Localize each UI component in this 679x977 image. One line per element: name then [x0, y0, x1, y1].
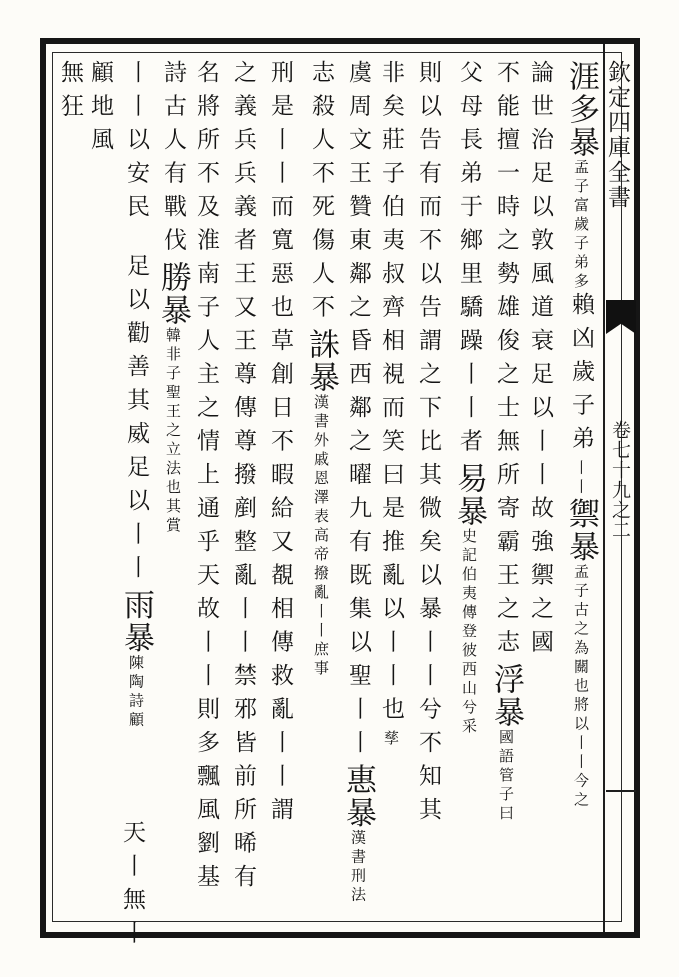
text-column [155, 60, 191, 536]
column-text: 足以勸善其威足以丨丨 [123, 253, 149, 589]
text-column [528, 60, 551, 663]
column-text: 其微矣以暴丨丨兮不知其 [415, 462, 441, 831]
column-text: 父母長弟于鄉里驕躁丨丨者 [456, 60, 482, 462]
spine-volume: 卷七十九之二 [609, 420, 631, 540]
column-text: 詩古人有戰伐 [160, 60, 186, 261]
text-column [416, 60, 439, 831]
text-column [340, 60, 376, 906]
headword: 易暴 [451, 462, 487, 528]
column-text: 天丨無丨 [119, 820, 145, 954]
annotation: 史記伯夷傳登彼西山兮采 [460, 528, 478, 737]
annotation: 國語管子曰 [497, 729, 515, 824]
text-column [194, 60, 217, 898]
column-text: 之義兵兵義者王又王尊傳尊撥剷整亂丨丨禁邪皆前所晞有 [230, 60, 256, 898]
headword: 涯 [563, 60, 599, 93]
column-text: 論世治足以敦風道衰足以丨丨故強禦之國 [527, 60, 553, 663]
text-column [379, 60, 402, 749]
column-text: 丨丨以安民 [123, 60, 149, 228]
headword: 多暴 [563, 93, 599, 159]
headword: 誅暴 [303, 328, 339, 394]
annotation: 陳陶詩顧 [127, 654, 145, 731]
column-text: 賴凶歲子弟 [568, 292, 594, 460]
text-column [120, 820, 143, 954]
column-text: 虞周文王贊東鄰之昏西鄰之曜九有既集以聖丨丨 [345, 60, 371, 764]
annotation: 漢書刑法 [349, 829, 367, 906]
headword: 禦暴 [563, 497, 599, 564]
annotation: 韓非子聖王之立法也其賞 [164, 327, 182, 536]
column-text: 顧地風 [87, 60, 113, 161]
text-column [268, 60, 291, 831]
annotation: 孟子富歲子弟多 [572, 159, 590, 292]
headword: 浮暴 [488, 663, 524, 729]
text-column [58, 60, 81, 127]
headword: 雨暴 [118, 588, 154, 655]
text-column [88, 60, 111, 161]
column-text: 非矣莊子伯夷叔齊相視而笑曰是推亂以丨丨也 [378, 60, 404, 730]
annotation: 孳 [382, 730, 400, 749]
column-text: 名將所不及淮南子人主之情上通乎天故丨丨則多飄風劉基 [193, 60, 219, 898]
text-column [231, 60, 254, 898]
annotation: 漢書外戚恩澤表高帝撥亂丨丨庶事 [312, 394, 330, 679]
column-text: 則以告有而不以告謂之下比 [415, 60, 441, 462]
text-column [451, 60, 487, 737]
spine-title: 欽定四庫全書 [604, 60, 630, 210]
spine-rule [606, 790, 636, 792]
column-text: 草創日不暇給又覩相傳救亂丨丨謂 [267, 328, 293, 831]
text-column [303, 60, 339, 679]
text-column [488, 60, 524, 824]
column-text: 刑是丨丨而寬惡也 [267, 60, 293, 328]
headword: 惠暴 [340, 763, 376, 830]
column-text: 志殺人不死傷人不 [308, 60, 334, 328]
column-text: 無狂 [57, 60, 83, 127]
column-text: 不能擅一時之勢雄俊之士無所寄霸王之志 [493, 60, 519, 663]
text-column [118, 60, 154, 731]
annotation: 孟子古之為關也將以丨丨今之 [572, 563, 590, 811]
text-column [563, 60, 599, 811]
annotation: 丨丨 [572, 459, 590, 498]
headword: 勝暴 [155, 261, 191, 327]
